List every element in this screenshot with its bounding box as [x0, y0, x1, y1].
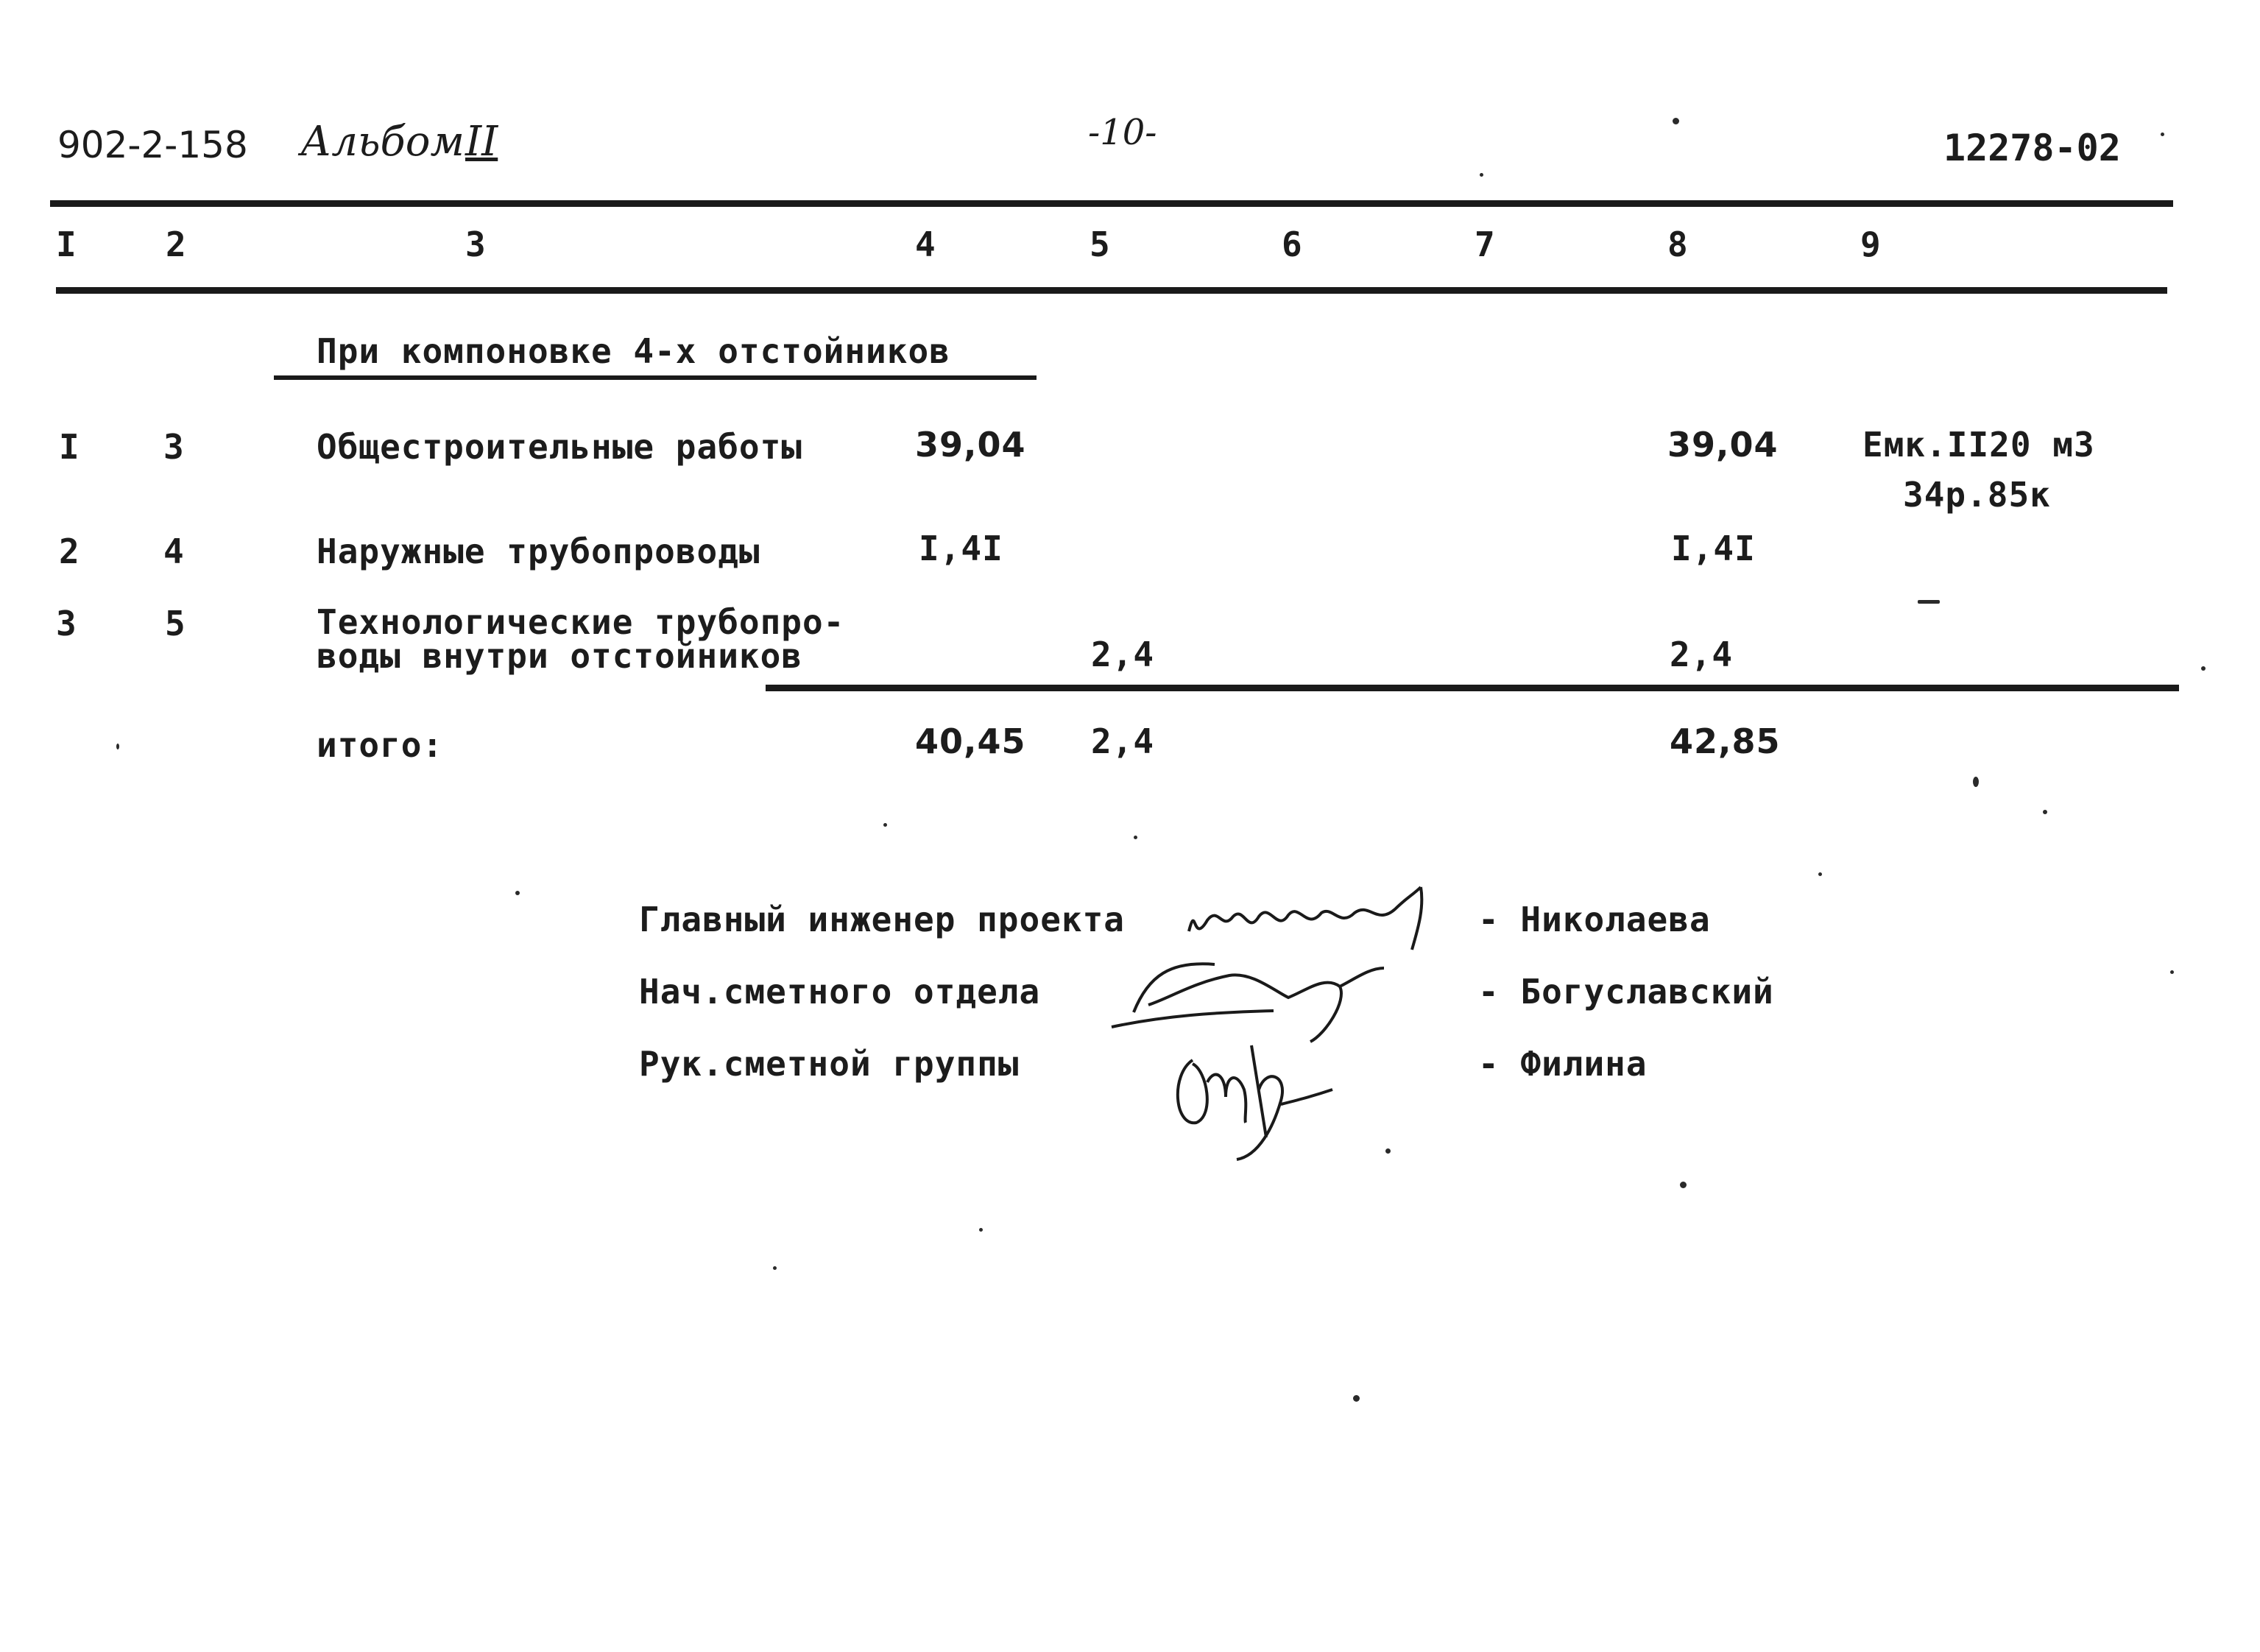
row-total-col8: 39,04 — [1667, 425, 1779, 465]
signatory-name: - Богуславский — [1478, 972, 1774, 1012]
page-number: -10- — [1088, 112, 1157, 153]
signatory-title: Рук.сметной группы — [639, 1044, 1020, 1084]
scan-speck — [2043, 810, 2047, 814]
scan-speck — [979, 1228, 983, 1232]
scan-speck — [1818, 872, 1822, 876]
column-number: 4 — [915, 225, 936, 264]
scan-speck — [1353, 1395, 1360, 1402]
section-title: При компоновке 4-х отстойников — [317, 331, 950, 371]
scan-speck — [773, 1266, 777, 1270]
column-number: 7 — [1475, 225, 1495, 264]
row-work-name: Наружные трубопроводы — [317, 532, 760, 571]
row-number: I — [59, 427, 80, 467]
column-number: 2 — [166, 225, 186, 264]
album-number: II — [465, 118, 498, 166]
header-rule-bottom — [56, 287, 2167, 294]
column-number: 5 — [1090, 225, 1110, 264]
section-title-underline — [274, 375, 1037, 380]
scan-speck — [2201, 666, 2206, 671]
scan-speck — [1673, 118, 1679, 124]
total-col8: 42,85 — [1670, 721, 1781, 761]
row-cost-col5: 2,4 — [1091, 635, 1155, 674]
scan-speck — [2170, 970, 2174, 974]
document-code: 902-2-158 — [57, 124, 248, 166]
scan-speck — [515, 891, 520, 895]
row-cost-col4: 39,04 — [915, 425, 1026, 465]
album-label: Альбом — [300, 118, 465, 166]
row-note-capacity: Емк.II20 м3 — [1862, 425, 2095, 465]
handwritten-signature — [1163, 1031, 1384, 1171]
total-label: итого: — [317, 725, 444, 765]
row-smeta-number: 3 — [163, 427, 185, 467]
row-cost-col4: I,4I — [919, 529, 1003, 568]
scan-speck — [1480, 173, 1483, 177]
column-number: 9 — [1860, 225, 1881, 264]
total-col4: 40,45 — [915, 721, 1026, 761]
row-work-name-line1: Технологические трубопро- — [317, 602, 845, 642]
row-work-name-line2: воды внутри отстойников — [317, 636, 802, 676]
signatory-name: - Филина — [1478, 1044, 1648, 1084]
total-col5: 2,4 — [1091, 721, 1155, 761]
header-rule-top — [50, 200, 2173, 207]
scan-speck — [1134, 836, 1137, 839]
row-smeta-number: 5 — [165, 604, 186, 643]
row-work-name: Общестроительные работы — [317, 427, 802, 467]
scan-speck — [2161, 133, 2164, 136]
total-rule — [766, 685, 2179, 691]
column-number: 6 — [1282, 225, 1302, 264]
row-total-col8: 2,4 — [1670, 635, 1734, 674]
scan-speck — [1918, 600, 1940, 604]
column-number: 8 — [1667, 225, 1688, 264]
column-number: I — [56, 225, 77, 264]
row-number: 2 — [59, 532, 80, 571]
document-number: 12278-02 — [1943, 127, 2121, 169]
signatory-title: Главный инженер проекта — [639, 900, 1125, 939]
row-smeta-number: 4 — [163, 532, 185, 571]
scan-speck — [1973, 777, 1979, 787]
row-note-unit-cost: 34р.85к — [1903, 475, 2051, 515]
column-number: 3 — [465, 225, 486, 264]
scan-speck — [1680, 1182, 1687, 1188]
scan-speck — [1385, 1148, 1391, 1154]
scan-speck — [883, 823, 887, 827]
row-total-col8: I,4I — [1671, 529, 1756, 568]
scan-speck — [116, 744, 119, 749]
signatory-title: Нач.сметного отдела — [639, 972, 1041, 1012]
signatory-name: - Николаева — [1478, 900, 1711, 939]
row-number: 3 — [56, 604, 77, 643]
